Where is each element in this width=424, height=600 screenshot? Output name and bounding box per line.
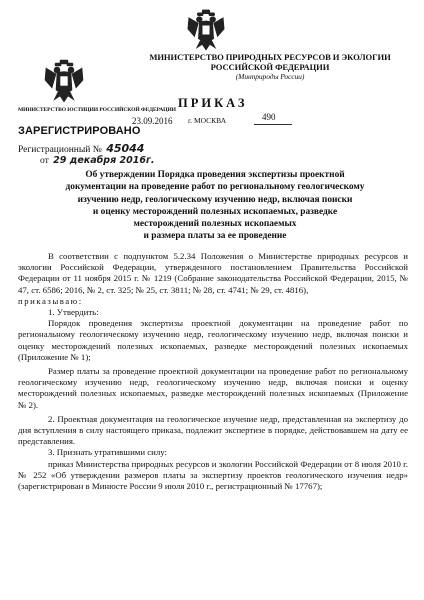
title-line: изучению недр, геологическому изучению недр, включая поиски bbox=[77, 194, 353, 205]
document-title bbox=[20, 169, 410, 243]
title-line: и оценку месторождений полезных ископаемых, разведке bbox=[92, 206, 338, 217]
ministry-short-name: (Минприроды России) bbox=[235, 72, 305, 82]
item3-paragraph1: приказ Министерства природных ресурсов и экологии Российской Федерации от 8 июля 2010 г. № 252 «Об утверждении размеров платы за экспертизу проектов геологического изучения недр» (зарегистрирован в Минюсте России 9 июля 2010 г., регистрационный № 17767); bbox=[18, 458, 408, 492]
title-line: месторождений полезных ископаемых bbox=[133, 219, 297, 230]
item3-heading: 3. Признать утратившими силу: bbox=[48, 447, 167, 458]
stamp-date-prefix: от bbox=[40, 156, 49, 166]
ministry-header bbox=[130, 53, 410, 82]
order-title: ПРИКАЗ bbox=[178, 96, 248, 110]
order-city: г. МОСКВА bbox=[188, 116, 227, 125]
stamp-registered-label: ЗАРЕГИСТРИРОВАНО bbox=[18, 125, 141, 137]
preamble-paragraph: В соответствии с подпунктом 5.2.34 Положения о Министерстве природных ресурсов и экологии Российской Федерации, утвержденного постановлением Правительства Российской Федерации от 11 ноября 2015 г. № 1219 (Собрание законодательства Российской Федерации, 2015, № 47, ст. 6586; 2016, № 2, ст. 325; № 25, ст. 3811; № 28, ст. 4741; № 29, ст. 4816), bbox=[18, 251, 408, 295]
order-number: 490 bbox=[262, 112, 276, 122]
item2-paragraph: 2. Проектная документация на геологическое изучение недр, представленная на экспертизу до дня вступления в силу настоящего приказа, подлежит экспертизе в порядке, действовавшем на дату ее представления. bbox=[18, 413, 408, 447]
document-body bbox=[18, 251, 408, 492]
ministry-name-line1: МИНИСТЕРСТВО ПРИРОДНЫХ РЕСУРСОВ И ЭКОЛОГИИ bbox=[149, 52, 391, 62]
stamp-reg-label: Регистрационный № bbox=[18, 145, 102, 155]
ministry-name-line2: РОССИЙСКОЙ ФЕДЕРАЦИИ bbox=[210, 61, 330, 72]
stamp-ministry-name: МИНИСТЕРСТВО ЮСТИЦИИ РОССИЙСКОЙ ФЕДЕРАЦИИ bbox=[18, 107, 176, 113]
item1-paragraph1: Порядок проведения экспертизы проектной документации на проведение работ по региональному геологическому изучению недр, геологическому изучению недр, включая поиски и оценку месторождений полезных ископаемых, разведке месторождений полезных ископаемых (Приложение № 1); bbox=[18, 318, 408, 362]
stamp-reg-number: 45044 bbox=[106, 142, 145, 155]
title-line: и размера платы за ее проведение bbox=[143, 231, 287, 242]
order-word: приказываю: bbox=[18, 295, 83, 306]
right-eagle-emblem-icon bbox=[184, 8, 228, 52]
title-line: документации на проведение работ по региональному геологическому bbox=[65, 182, 365, 193]
stamp-date-value: 29 декабря 2016г. bbox=[53, 155, 155, 166]
left-eagle-emblem-icon bbox=[42, 58, 86, 104]
order-number-underline bbox=[254, 124, 292, 125]
title-line: Об утверждении Порядка проведения экспертизы проектной bbox=[85, 170, 345, 180]
stamp-date-row bbox=[40, 155, 155, 166]
stamp-reg-number-row bbox=[18, 142, 144, 155]
item1-heading: 1. Утвердить: bbox=[48, 307, 99, 318]
order-date: 23.09.2016 bbox=[132, 116, 173, 126]
item1-paragraph2: Размер платы за проведение проектной документации на проведение работ по региональному геологическому изучению недр, геологическому изучению недр, включая поиски и оценку месторождений полезных ископаемых, разведке месторождений полезных ископаемых (Приложение № 2). bbox=[18, 366, 408, 410]
